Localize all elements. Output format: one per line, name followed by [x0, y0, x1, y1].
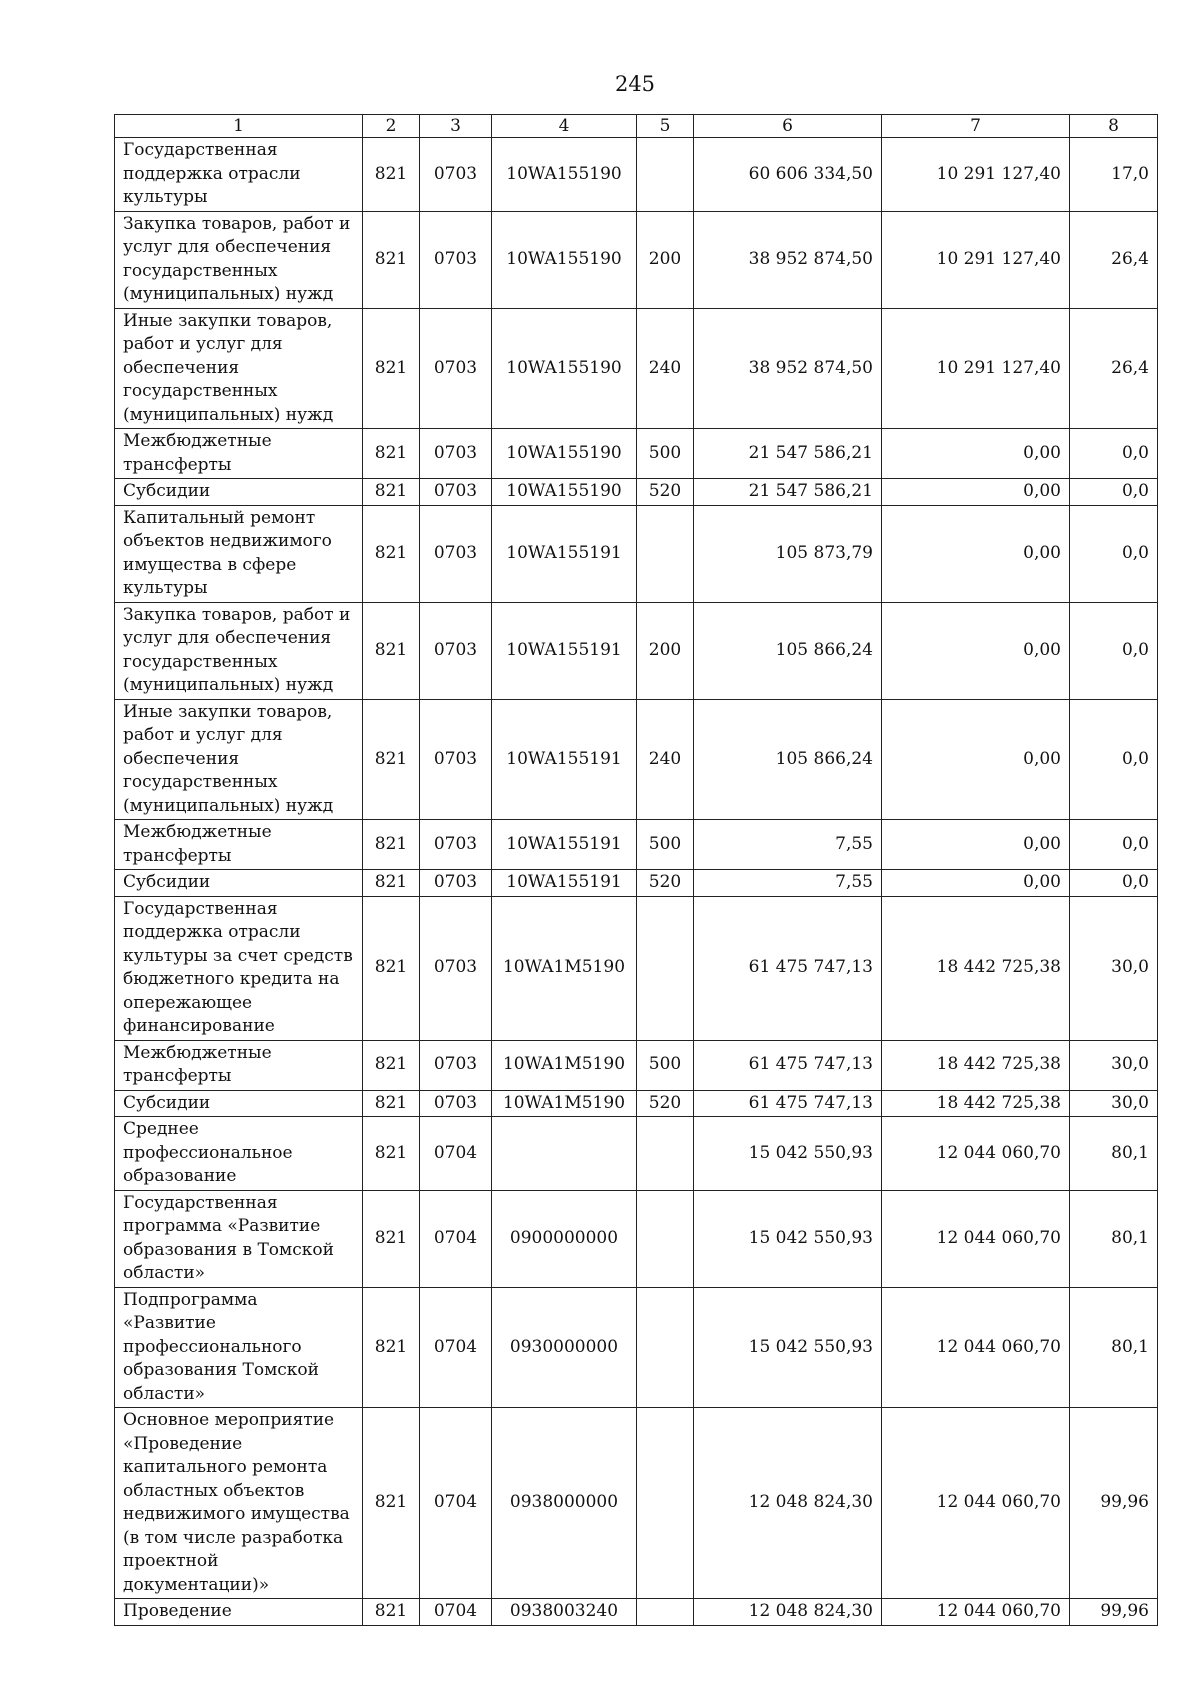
table-row [115, 211, 1158, 308]
section-cell: 0703 [420, 138, 492, 212]
table-row [115, 820, 1158, 870]
executed-amount-cell: 0,00 [882, 602, 1070, 699]
percent-cell: 80,1 [1070, 1117, 1158, 1191]
target-code-cell: 0930000000 [492, 1287, 637, 1408]
executed-amount-cell: 0,00 [882, 479, 1070, 506]
executed-amount-cell: 18 442 725,38 [882, 1040, 1070, 1090]
expense-type-cell: 500 [637, 429, 694, 479]
executed-amount-cell: 12 044 060,70 [882, 1190, 1070, 1287]
row-name-cell: Закупка товаров, работ и услуг для обеспечения государственных (муниципальных) нужд [115, 602, 363, 699]
expense-type-cell [637, 505, 694, 602]
target-code-cell: 0938003240 [492, 1599, 637, 1626]
target-code-cell: 10WA1M5190 [492, 896, 637, 1040]
target-code-cell: 10WA155190 [492, 429, 637, 479]
code-cell: 821 [363, 870, 420, 897]
table-row [115, 602, 1158, 699]
expense-type-cell: 200 [637, 602, 694, 699]
code-cell: 821 [363, 1599, 420, 1626]
target-code-cell: 10WA155191 [492, 602, 637, 699]
target-code-cell: 0938000000 [492, 1408, 637, 1599]
row-name-cell: Подпрограмма «Развитие профессионального образования Томской области» [115, 1287, 363, 1408]
percent-cell: 0,0 [1070, 505, 1158, 602]
expense-type-cell: 520 [637, 870, 694, 897]
percent-cell: 0,0 [1070, 820, 1158, 870]
table-row [115, 479, 1158, 506]
percent-cell: 99,96 [1070, 1599, 1158, 1626]
target-code-cell: 10WA1M5190 [492, 1040, 637, 1090]
executed-amount-cell: 0,00 [882, 820, 1070, 870]
target-code-cell: 10WA155190 [492, 479, 637, 506]
row-name-cell: Межбюджетные трансферты [115, 820, 363, 870]
code-cell: 821 [363, 1117, 420, 1191]
percent-cell: 30,0 [1070, 896, 1158, 1040]
percent-cell: 26,4 [1070, 308, 1158, 429]
code-cell: 821 [363, 896, 420, 1040]
table-row [115, 896, 1158, 1040]
expense-type-cell [637, 1287, 694, 1408]
code-cell: 821 [363, 211, 420, 308]
code-cell: 821 [363, 820, 420, 870]
target-code-cell: 10WA1M5190 [492, 1090, 637, 1117]
column-header: 3 [420, 115, 492, 138]
target-code-cell: 10WA155191 [492, 505, 637, 602]
section-cell: 0704 [420, 1190, 492, 1287]
expense-type-cell [637, 1408, 694, 1599]
percent-cell: 0,0 [1070, 602, 1158, 699]
page-number: 245 [614, 72, 656, 96]
table-row [115, 1190, 1158, 1287]
code-cell: 821 [363, 699, 420, 820]
expense-type-cell: 500 [637, 1040, 694, 1090]
row-name-cell: Государственная поддержка отрасли культуры [115, 138, 363, 212]
plan-amount-cell: 60 606 334,50 [694, 138, 882, 212]
target-code-cell: 10WA155191 [492, 820, 637, 870]
plan-amount-cell: 15 042 550,93 [694, 1190, 882, 1287]
plan-amount-cell: 38 952 874,50 [694, 211, 882, 308]
executed-amount-cell: 10 291 127,40 [882, 211, 1070, 308]
expense-type-cell: 520 [637, 1090, 694, 1117]
plan-amount-cell: 7,55 [694, 820, 882, 870]
section-cell: 0703 [420, 1040, 492, 1090]
expense-type-cell: 500 [637, 820, 694, 870]
executed-amount-cell: 0,00 [882, 505, 1070, 602]
column-header: 4 [492, 115, 637, 138]
executed-amount-cell: 0,00 [882, 870, 1070, 897]
code-cell: 821 [363, 1190, 420, 1287]
table-row [115, 1287, 1158, 1408]
row-name-cell: Иные закупки товаров, работ и услуг для обеспечения государственных (муниципальных) нужд [115, 308, 363, 429]
expense-type-cell: 520 [637, 479, 694, 506]
code-cell: 821 [363, 429, 420, 479]
table-row [115, 1599, 1158, 1626]
code-cell: 821 [363, 1090, 420, 1117]
section-cell: 0703 [420, 1090, 492, 1117]
code-cell: 821 [363, 1040, 420, 1090]
row-name-cell: Иные закупки товаров, работ и услуг для обеспечения государственных (муниципальных) нужд [115, 699, 363, 820]
row-name-cell: Межбюджетные трансферты [115, 1040, 363, 1090]
section-cell: 0704 [420, 1287, 492, 1408]
executed-amount-cell: 10 291 127,40 [882, 308, 1070, 429]
plan-amount-cell: 15 042 550,93 [694, 1117, 882, 1191]
code-cell: 821 [363, 308, 420, 429]
plan-amount-cell: 105 866,24 [694, 699, 882, 820]
column-header: 6 [694, 115, 882, 138]
section-cell: 0703 [420, 505, 492, 602]
executed-amount-cell: 0,00 [882, 699, 1070, 820]
plan-amount-cell: 12 048 824,30 [694, 1408, 882, 1599]
executed-amount-cell: 12 044 060,70 [882, 1117, 1070, 1191]
row-name-cell: Государственная поддержка отрасли культуры за счет средств бюджетного кредита на опережающее финансирование [115, 896, 363, 1040]
expense-type-cell: 200 [637, 211, 694, 308]
code-cell: 821 [363, 602, 420, 699]
code-cell: 821 [363, 479, 420, 506]
plan-amount-cell: 38 952 874,50 [694, 308, 882, 429]
row-name-cell: Субсидии [115, 1090, 363, 1117]
target-code-cell: 10WA155190 [492, 138, 637, 212]
row-name-cell: Основное мероприятие «Проведение капитального ремонта областных объектов недвижимого имущества (в том числе разработка проектной документации)» [115, 1408, 363, 1599]
executed-amount-cell: 12 044 060,70 [882, 1599, 1070, 1626]
percent-cell: 0,0 [1070, 429, 1158, 479]
expense-type-cell [637, 896, 694, 1040]
target-code-cell [492, 1117, 637, 1191]
plan-amount-cell: 61 475 747,13 [694, 1040, 882, 1090]
target-code-cell: 10WA155190 [492, 211, 637, 308]
row-name-cell: Государственная программа «Развитие образования в Томской области» [115, 1190, 363, 1287]
expense-type-cell: 240 [637, 699, 694, 820]
column-header: 5 [637, 115, 694, 138]
code-cell: 821 [363, 138, 420, 212]
section-cell: 0703 [420, 870, 492, 897]
target-code-cell: 10WA155191 [492, 699, 637, 820]
table-row [115, 138, 1158, 212]
executed-amount-cell: 12 044 060,70 [882, 1408, 1070, 1599]
section-cell: 0703 [420, 699, 492, 820]
percent-cell: 0,0 [1070, 870, 1158, 897]
section-cell: 0703 [420, 602, 492, 699]
plan-amount-cell: 7,55 [694, 870, 882, 897]
executed-amount-cell: 12 044 060,70 [882, 1287, 1070, 1408]
expense-type-cell: 240 [637, 308, 694, 429]
column-header: 1 [115, 115, 363, 138]
table-row [115, 1090, 1158, 1117]
percent-cell: 0,0 [1070, 479, 1158, 506]
expense-type-cell [637, 1190, 694, 1287]
section-cell: 0703 [420, 211, 492, 308]
percent-cell: 0,0 [1070, 699, 1158, 820]
percent-cell: 17,0 [1070, 138, 1158, 212]
row-name-cell: Субсидии [115, 870, 363, 897]
plan-amount-cell: 12 048 824,30 [694, 1599, 882, 1626]
target-code-cell: 10WA155190 [492, 308, 637, 429]
plan-amount-cell: 61 475 747,13 [694, 1090, 882, 1117]
table-row [115, 1408, 1158, 1599]
table-row [115, 505, 1158, 602]
row-name-cell: Закупка товаров, работ и услуг для обеспечения государственных (муниципальных) нужд [115, 211, 363, 308]
target-code-cell: 10WA155191 [492, 870, 637, 897]
plan-amount-cell: 105 873,79 [694, 505, 882, 602]
budget-table [114, 114, 1158, 1626]
row-name-cell: Среднее профессиональное образование [115, 1117, 363, 1191]
percent-cell: 26,4 [1070, 211, 1158, 308]
row-name-cell: Проведение [115, 1599, 363, 1626]
target-code-cell: 0900000000 [492, 1190, 637, 1287]
section-cell: 0703 [420, 479, 492, 506]
section-cell: 0703 [420, 308, 492, 429]
executed-amount-cell: 0,00 [882, 429, 1070, 479]
table-row [115, 870, 1158, 897]
plan-amount-cell: 15 042 550,93 [694, 1287, 882, 1408]
row-name-cell: Капитальный ремонт объектов недвижимого имущества в сфере культуры [115, 505, 363, 602]
code-cell: 821 [363, 505, 420, 602]
section-cell: 0704 [420, 1599, 492, 1626]
plan-amount-cell: 105 866,24 [694, 602, 882, 699]
table-row [115, 699, 1158, 820]
percent-cell: 80,1 [1070, 1287, 1158, 1408]
percent-cell: 80,1 [1070, 1190, 1158, 1287]
section-cell: 0703 [420, 820, 492, 870]
plan-amount-cell: 21 547 586,21 [694, 429, 882, 479]
table-row [115, 1117, 1158, 1191]
section-cell: 0703 [420, 896, 492, 1040]
table-row [115, 1040, 1158, 1090]
executed-amount-cell: 10 291 127,40 [882, 138, 1070, 212]
table-row [115, 429, 1158, 479]
expense-type-cell [637, 138, 694, 212]
code-cell: 821 [363, 1408, 420, 1599]
column-header: 2 [363, 115, 420, 138]
executed-amount-cell: 18 442 725,38 [882, 896, 1070, 1040]
expense-type-cell [637, 1599, 694, 1626]
row-name-cell: Субсидии [115, 479, 363, 506]
plan-amount-cell: 61 475 747,13 [694, 896, 882, 1040]
expense-type-cell [637, 1117, 694, 1191]
row-name-cell: Межбюджетные трансферты [115, 429, 363, 479]
percent-cell: 30,0 [1070, 1040, 1158, 1090]
section-cell: 0704 [420, 1117, 492, 1191]
section-cell: 0704 [420, 1408, 492, 1599]
column-header: 8 [1070, 115, 1158, 138]
percent-cell: 99,96 [1070, 1408, 1158, 1599]
table-row [115, 308, 1158, 429]
column-header: 7 [882, 115, 1070, 138]
percent-cell: 30,0 [1070, 1090, 1158, 1117]
section-cell: 0703 [420, 429, 492, 479]
plan-amount-cell: 21 547 586,21 [694, 479, 882, 506]
table-header-row [115, 115, 1158, 138]
code-cell: 821 [363, 1287, 420, 1408]
executed-amount-cell: 18 442 725,38 [882, 1090, 1070, 1117]
